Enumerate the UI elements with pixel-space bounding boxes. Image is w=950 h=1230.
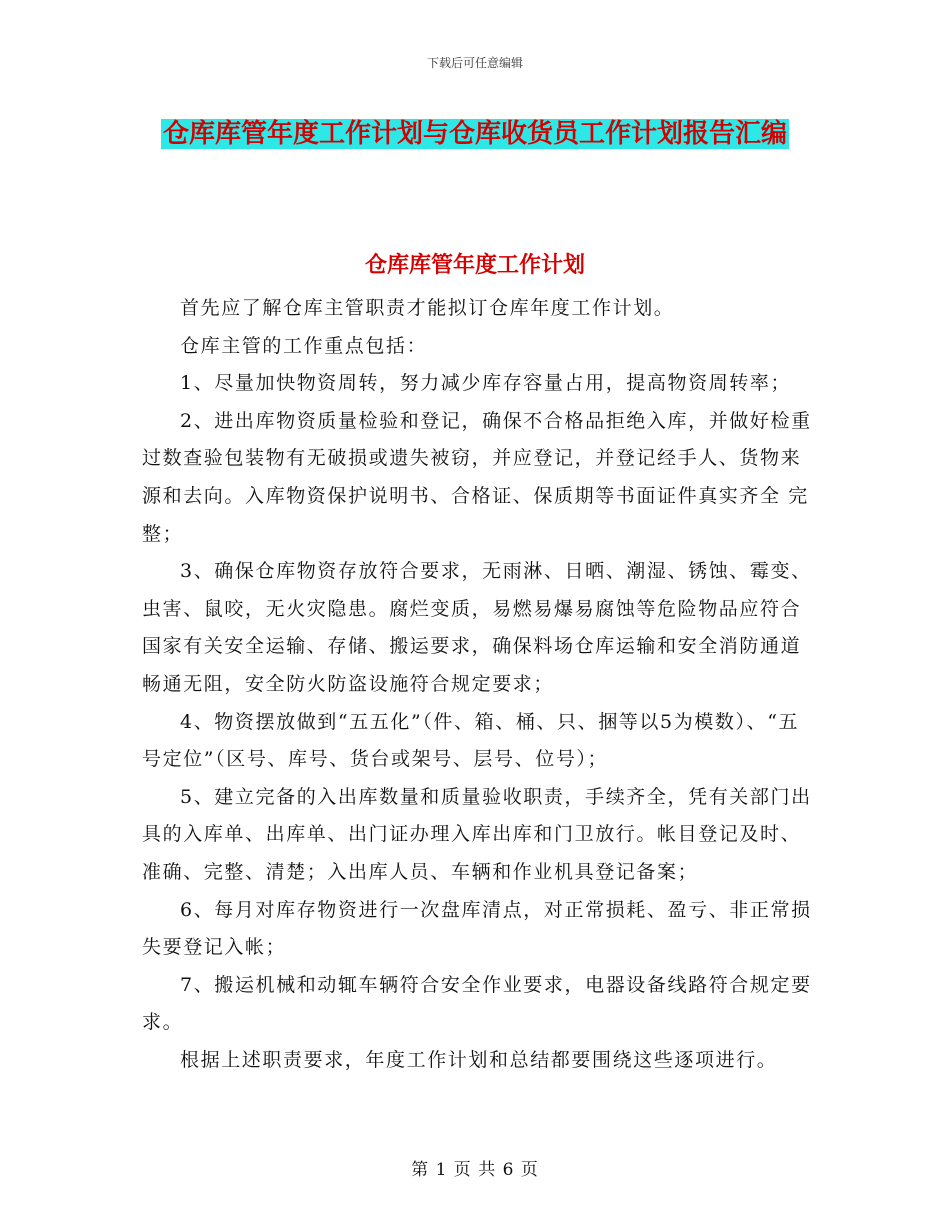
header-note: 下载后可任意编辑 [426,56,523,70]
paragraph: 根据上述职责要求，年度工作计划和总结都要围绕这些逐项进行。 [180,1048,778,1071]
section-title: 仓库库管年度工作计划 [364,252,585,278]
document-title [140,110,810,158]
paragraph: 6、每月对库存物资进行一次盘库清点，对正常损耗、盈亏、非正常损失要登记入帐； [142,898,812,959]
page-footer: 第 1 页 共 6 页 [411,1160,539,1180]
paragraph: 1、尽量加快物资周转，努力减少库存容量占用，提高物资周转率； [180,372,792,395]
paragraph: 仓库主管的工作重点包括： [180,334,428,357]
paragraph: 3、确保仓库物资存放符合要求，无雨淋、日晒、潮湿、锈蚀、霉变、虫害、鼠咬，无火灾隐患。腐烂变质，易燃易爆易腐蚀等危险物品应符合国家有关安全运输、存储、搬运要求，确保料场仓库运输和安全消防通道畅通无阻，安全防火防盗设施符合规定要求； [142,560,812,695]
paragraph: 首先应了解仓库主管职责才能拟订仓库年度工作计划。 [180,297,675,319]
paragraph: 7、搬运机械和动辄车辆符合安全作业要求，电器设备线路符合规定要求。 [142,973,812,1034]
paragraph: 5、建立完备的入出库数量和质量验收职责，手续齐全，凭有关部门出具的入库单、出库单、出门证办理入库出库和门卫放行。帐目登记及时、准确、完整、清楚；入出库人员、车辆和作业机具登记备案； [142,785,812,883]
paragraph: 4、物资摆放做到“五五化”（件、箱、桶、只、捆等以5为模数）、“五号定位”（区号、库号、货台或架号、层号、位号）； [142,710,800,771]
paragraph: 2、进出库物资质量检验和登记，确保不合格品拒绝入库，并做好检重过数查验包装物有无破损或遗失被窃，并应登记，并登记经手人、货物来源和去向。入库物资保护说明书、合格证、保质期等书面证件真实齐全 完整； [142,409,812,545]
document-body [142,290,812,1079]
document-title-text: 仓库库管年度工作计划与仓库收货员工作计划报告汇编 [162,119,787,149]
